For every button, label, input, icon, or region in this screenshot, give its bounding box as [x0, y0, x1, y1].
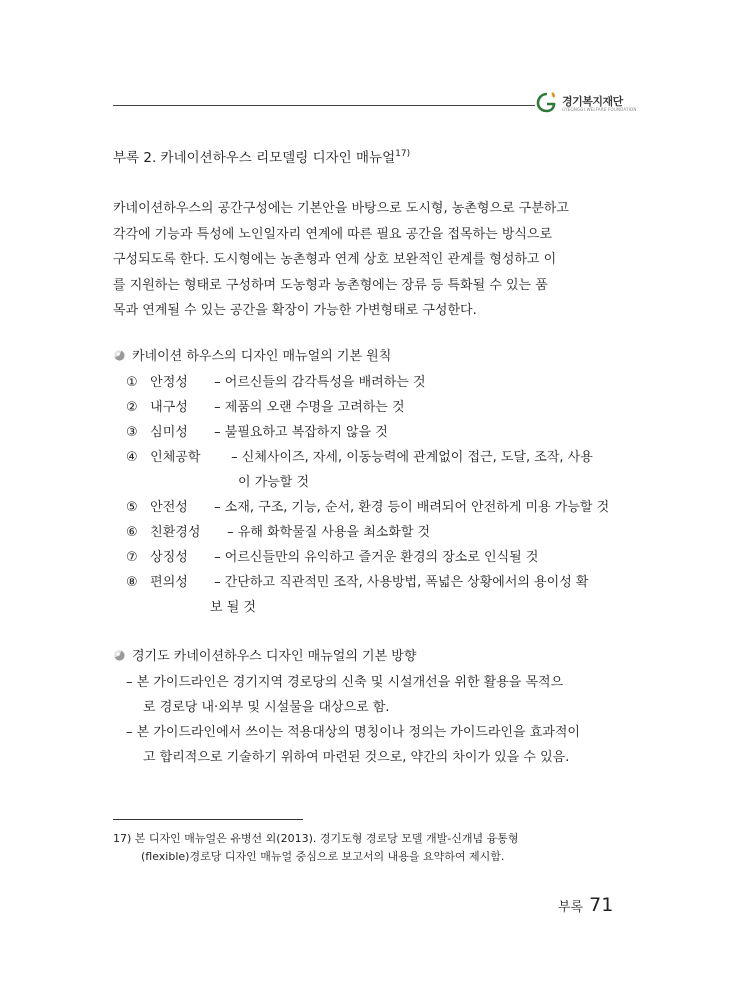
- principle-item: [126, 421, 388, 440]
- intro-line: 각각에 기능과 특성에 노인일자리 연계에 따른 필요 공간을 접목하는 방식으로: [113, 226, 553, 242]
- item-label: 편의성: [150, 575, 188, 590]
- item-number: ③: [126, 425, 138, 440]
- page-label: 부록: [558, 900, 584, 915]
- direction-item-cont: 고 합리적으로 기술하기 위하여 마련된 것으로, 약간의 차이가 있을 수 있음.: [143, 750, 570, 765]
- item-text: – 어르신들만의 유익하고 즐거운 환경의 장소로 인식될 것: [214, 550, 539, 565]
- principle-item: [126, 571, 588, 590]
- direction-item: – 본 가이드라인에서 쓰이는 적용대상의 명칭이나 정의는 가이드라인을 효과적이: [126, 725, 580, 740]
- item-number: ④: [126, 450, 138, 465]
- item-continuation: 이 가능할 것: [238, 475, 310, 490]
- item-text: – 유해 화학물질 사용을 최소화할 것: [227, 525, 431, 540]
- principle-item: [126, 546, 538, 565]
- footnote-line: (flexible)경로당 디자인 매뉴얼 중심으로 보고서의 내용을 요약하여 제시함.: [141, 850, 505, 863]
- item-number: ①: [126, 375, 138, 390]
- item-label: 내구성: [150, 400, 188, 415]
- foundation-logo: [535, 88, 635, 118]
- principle-item: [126, 496, 609, 515]
- principle-item: [126, 371, 426, 390]
- sphere-bullet-icon: [113, 349, 126, 362]
- item-text: – 어르신들의 감각특성을 배려하는 것: [214, 375, 426, 390]
- item-number: ②: [126, 400, 138, 415]
- intro-line: 목과 연계될 수 있는 공간을 확장이 가능한 가변형태로 구성한다.: [113, 303, 477, 318]
- section-title: [113, 146, 410, 166]
- item-text: – 소재, 구조, 기능, 순서, 환경 등이 배려되어 안전하게 미용 가능할 것: [214, 500, 610, 515]
- item-label: 안전성: [150, 500, 188, 515]
- intro-line: 를 지원하는 형태로 구성하며 도농형과 농촌형에는 장류 등 특화될 수 있는 품: [113, 277, 548, 293]
- item-label: 상징성: [150, 550, 188, 565]
- item-text: – 간단하고 직관적민 조작, 사용방법, 폭넓은 상황에서의 용이성 확: [214, 575, 589, 590]
- footnote-rule: [113, 819, 303, 820]
- footnote-ref: 17): [395, 149, 411, 159]
- item-label: 심미성: [150, 425, 188, 440]
- principles-heading-text: 카네이션 하우스의 디자인 매뉴얼의 기본 원칙: [132, 349, 392, 364]
- item-text: – 불필요하고 복잡하지 않을 것: [214, 425, 388, 440]
- principle-item: [126, 521, 430, 540]
- intro-line: 카네이션하우스의 공간구성에는 기본안을 바탕으로 도시형, 농촌형으로 구분하고: [113, 201, 569, 216]
- item-label: 안정성: [150, 375, 188, 390]
- intro-line: 구성되도록 한다. 도시형에는 농촌형과 연계 상호 보완적인 관계를 형성하고 이: [113, 252, 557, 267]
- direction-item: – 본 가이드라인은 경기지역 경로당의 신축 및 시설개선을 위한 활용을 목적으: [126, 675, 564, 690]
- item-number: ⑧: [126, 575, 138, 590]
- item-number: ⑤: [126, 500, 138, 515]
- footnote-line: 17) 본 디자인 매뉴얼은 유병선 외(2013). 경기도형 경로당 모델 개발-신개념 융통형: [113, 832, 519, 845]
- footnote: [113, 830, 629, 866]
- item-label: 인체공학: [150, 450, 201, 465]
- intro-paragraph: [113, 196, 629, 324]
- logo-mark-icon: [535, 90, 559, 114]
- direction-heading: [113, 645, 416, 664]
- direction-heading-text: 경기도 카네이션하우스 디자인 매뉴얼의 기본 방향: [132, 649, 417, 664]
- item-label: 친환경성: [150, 525, 201, 540]
- item-number: ⑥: [126, 525, 138, 540]
- page-footer: [558, 894, 613, 916]
- logo-subtitle: GYEONGGI WELFARE FOUNDATION: [562, 107, 637, 112]
- principle-item: [126, 396, 405, 415]
- principles-heading: [113, 345, 391, 364]
- item-number: ⑦: [126, 550, 138, 565]
- logo-name: 경기복지재단: [562, 95, 623, 108]
- sphere-bullet-icon: [113, 649, 126, 662]
- header-rule: [113, 105, 535, 106]
- section-title-text: 부록 2. 카네이션하우스 리모델링 디자인 매뉴얼: [113, 150, 396, 166]
- item-text: – 신체사이즈, 자세, 이동능력에 관계없이 접근, 도달, 조작, 사용: [231, 450, 593, 465]
- principle-item: [126, 446, 593, 465]
- item-continuation: 보 될 것: [210, 600, 256, 615]
- item-text: – 제품의 오랜 수명을 고려하는 것: [214, 400, 405, 415]
- direction-item-cont: 로 경로당 내·외부 및 시설물을 대상으로 함.: [143, 700, 390, 715]
- page-number: 71: [589, 894, 614, 916]
